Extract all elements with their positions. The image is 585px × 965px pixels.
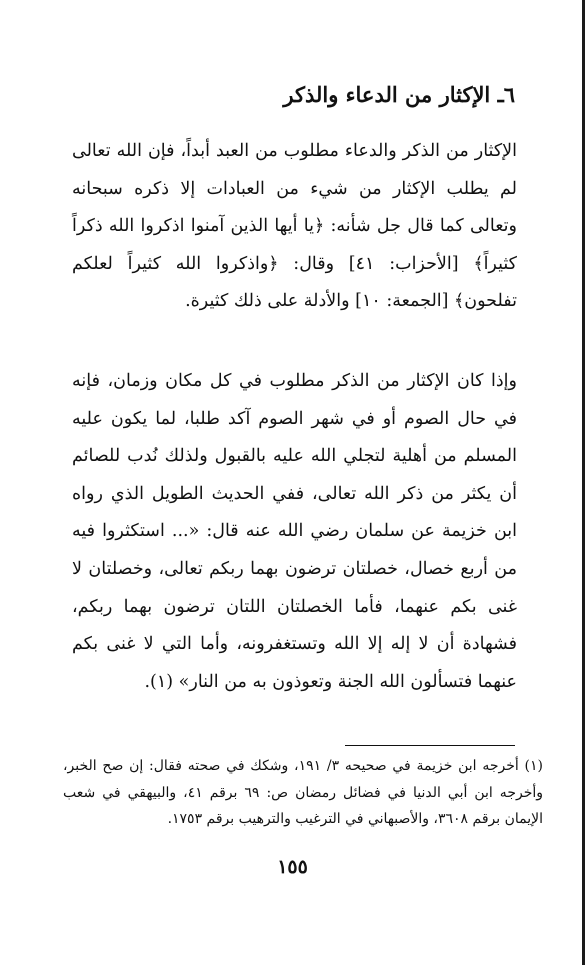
page-number: ١٥٥ bbox=[277, 856, 308, 878]
section-heading: ٦ـ الإكثار من الدعاء والذكر bbox=[283, 82, 515, 107]
body-paragraph-1: الإكثار من الذكر والدعاء مطلوب من العبد أبداً، فإن الله تعالى لم يطلب الإكثار من شيء من العبادات إلا ذكره سبحانه وتعالى كما قال جل شأنه: ﴿يا أيها الذين آمنوا اذكروا الله ذكراً كثيراً﴾ [الأحزاب: ٤١] وقال: ﴿واذكروا الله كثيراً لعلكم تفلحون﴾ [الجمعة: ١٠] والأدلة على ذلك كثيرة. bbox=[72, 141, 517, 312]
footnote: (١) أخرجه ابن خزيمة في صحيحه ٣/ ١٩١، وشكك في صحته فقال: إن صح الخبر، وأخرجه ابن أبي الدنيا في فضائل رمضان ص: ٦٩ برقم ٤١، والبيهقي في شعب الإيمان برقم ٣٦٠٨، والأصبهاني في الترغيب والترهيب برقم ١٧٥٣. bbox=[63, 758, 543, 827]
footnote-separator bbox=[345, 745, 515, 746]
body-paragraph-2: وإذا كان الإكثار من الذكر مطلوب في كل مكان وزمان، فإنه في حال الصوم أو في شهر الصوم آكد طلبا، لما يكون عليه المسلم من أهلية لتجلي الله عليه بالقبول ولذلك نُدب للصائم أن يكثر من ذكر الله تعالى، ففي الحديث الطويل الذي رواه ابن خزيمة عن سلمان رضي الله عنه قال: «... استكثروا فيه من أربع خصال، خصلتان ترضون بهما ربكم تعالى، وخصلتان لا غنى بكم عنهما، فأما الخصلتان اللتان ترضون بهما ربكم، فشهادة أن لا إله إلا الله وتستغفرونه، وأما التي لا غنى بكم عنهما فتسألون الله الجنة وتعوذون به من النار» (١). bbox=[72, 371, 517, 692]
